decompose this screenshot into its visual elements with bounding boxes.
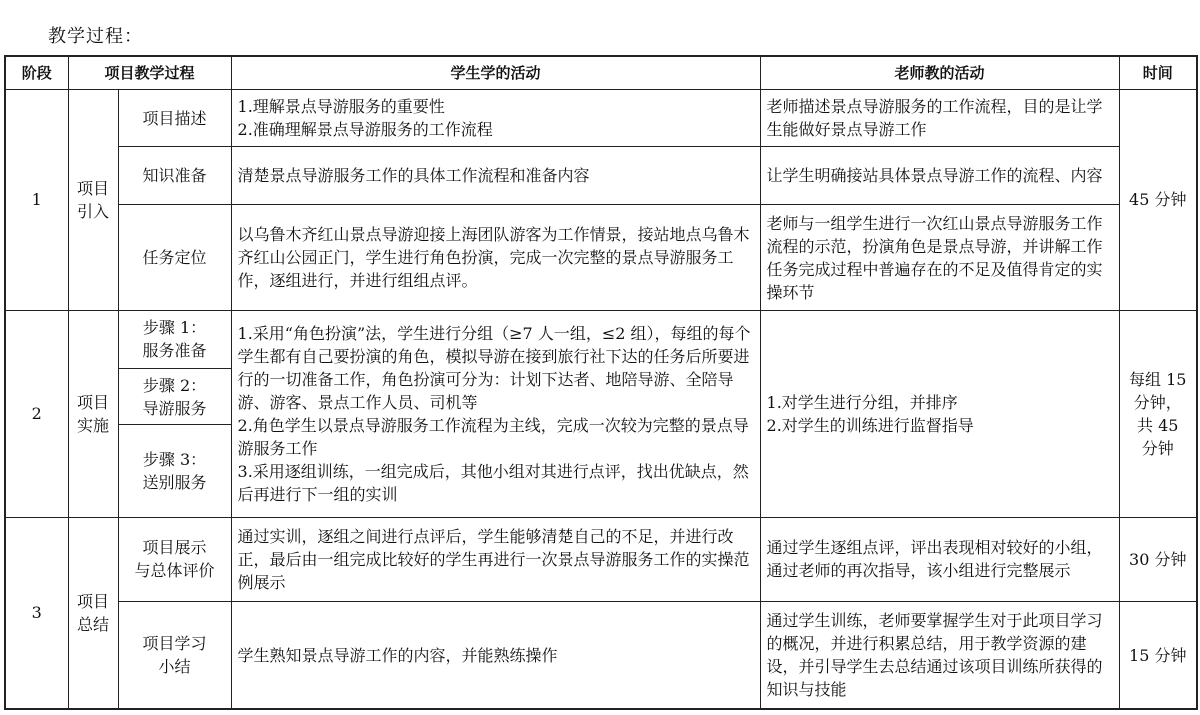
time-cell: 每组 15 分钟， 共 45 分钟	[1119, 310, 1197, 517]
step-cell: 步骤 1： 服务准备	[118, 310, 231, 368]
student-activity-cell: 1.理解景点导游服务的重要性 2.准确理解景点导游服务的工作流程	[231, 90, 760, 147]
process-cell: 项目展示 与总体评价	[118, 517, 231, 601]
header-process: 项目教学过程	[68, 56, 231, 90]
student-activity-cell: 通过实训，逐组之间进行点评后，学生能够清楚自己的不足，并进行改正，最后由一组完成比较好的学生再进行一次景点导游服务工作的实操范例展示	[231, 517, 760, 601]
time-cell: 30 分钟	[1119, 517, 1197, 601]
table-row	[5, 517, 1197, 601]
process-cell: 任务定位	[118, 205, 231, 310]
step-cell: 步骤 3： 送别服务	[118, 425, 231, 517]
student-activity-cell: 以乌鲁木齐红山景点导游迎接上海团队游客为工作情景，接站地点乌鲁木齐红山公园正门，学生进行角色扮演，完成一次完整的景点导游服务工作，逐组进行，并进行组组点评。	[231, 205, 760, 310]
header-time: 时间	[1119, 56, 1197, 90]
stage-number: 1	[5, 90, 68, 311]
time-cell: 45 分钟	[1119, 90, 1197, 311]
header-stage: 阶段	[5, 56, 68, 90]
process-cell: 项目学习 小结	[118, 602, 231, 709]
stage-name: 项目 实施	[68, 310, 118, 517]
teacher-activity-cell: 老师与一组学生进行一次红山景点导游服务工作流程的示范，扮演角色是景点导游，并讲解工作任务完成过程中普遍存在的不足及值得肯定的实操环节	[760, 205, 1119, 310]
teacher-activity-cell: 老师描述景点导游服务的工作流程，目的是让学生能做好景点导游工作	[760, 90, 1119, 147]
student-activity-cell: 学生熟知景点导游工作的内容，并能熟练操作	[231, 602, 760, 709]
teacher-activity-cell: 通过学生逐组点评，评出表现相对较好的小组，通过老师的再次指导，该小组进行完整展示	[760, 517, 1119, 601]
stage-name: 项目 总结	[68, 517, 118, 709]
stage-number: 2	[5, 310, 68, 517]
student-activity-cell: 清楚景点导游服务工作的具体工作流程和准备内容	[231, 147, 760, 205]
header-student-activity: 学生学的活动	[231, 56, 760, 90]
teaching-process-table	[4, 55, 1198, 710]
table-row	[5, 602, 1197, 709]
table-row	[5, 90, 1197, 147]
step-cell: 步骤 2： 导游服务	[118, 369, 231, 425]
teacher-activity-cell: 通过学生训练，老师要掌握学生对于此项目学习的概况，并进行积累总结，用于教学资源的建设，并引导学生去总结通过该项目训练所获得的知识与技能	[760, 602, 1119, 709]
teacher-activity-cell: 1.对学生进行分组，并排序 2.对学生的训练进行监督指导	[760, 310, 1119, 517]
section-caption: 教学过程：	[48, 26, 143, 47]
table-row	[5, 147, 1197, 205]
student-activity-cell: 1.采用“角色扮演”法，学生进行分组（≥7 人一组，≤2 组），每组的每个学生都有自己要扮演的角色，模拟导游在接到旅行社下达的任务后所要进行的一切准备工作，角色扮演可分为：计划下达者、地陪导游、全陪导游、游客、景点工作人员、司机等 2.角色学生以景点导游服务工作流程为主线，完成一次较为完整的景点导游服务工作 3.采用逐组训练，一组完成后，其他小组对其进行点评，找出优缺点，然后再进行下一组的实训	[231, 310, 760, 517]
stage-number: 3	[5, 517, 68, 709]
table-row	[5, 205, 1197, 310]
time-cell: 15 分钟	[1119, 602, 1197, 709]
stage-name: 项目 引入	[68, 90, 118, 311]
process-cell: 项目描述	[118, 90, 231, 147]
teacher-activity-cell: 让学生明确接站具体景点导游工作的流程、内容	[760, 147, 1119, 205]
table-row	[5, 310, 1197, 368]
process-cell: 知识准备	[118, 147, 231, 205]
header-row	[5, 56, 1197, 90]
header-teacher-activity: 老师教的活动	[760, 56, 1119, 90]
